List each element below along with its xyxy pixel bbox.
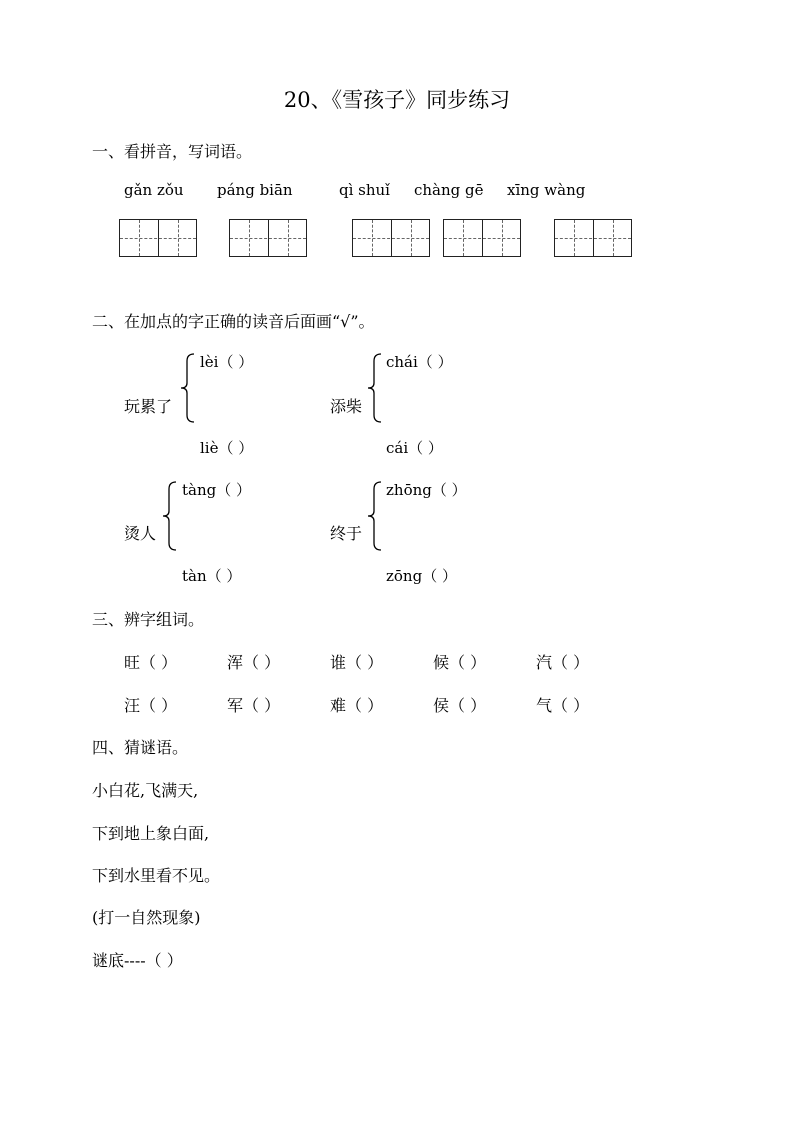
- section-4-heading: 四、猜谜语。: [92, 738, 189, 757]
- option-zong[interactable]: zōng（ ）: [386, 567, 457, 585]
- option-lie[interactable]: liè（ ）: [200, 439, 254, 457]
- option-zhong[interactable]: zhōng（ ）: [386, 481, 467, 499]
- riddle-line: 下到水里看不见。: [92, 866, 221, 885]
- riddle-hint: (打一自然现象): [92, 908, 201, 927]
- writing-box-3[interactable]: [352, 219, 430, 257]
- compare-item[interactable]: 难（ ）: [330, 696, 384, 715]
- pinyin-5: xīng wàng: [507, 181, 586, 199]
- section-2-heading: 二、在加点的字正确的读音后面画“√”。: [92, 312, 375, 331]
- compare-item[interactable]: 军（ ）: [227, 696, 281, 715]
- page-title: 20、《雪孩子》同步练习: [283, 88, 511, 112]
- compare-item[interactable]: 谁（ ）: [330, 653, 384, 672]
- writing-box-1[interactable]: [119, 219, 197, 257]
- compare-item[interactable]: 气（ ）: [536, 696, 590, 715]
- writing-box-5[interactable]: [554, 219, 632, 257]
- pinyin-1: gǎn zǒu: [124, 181, 184, 199]
- compare-item[interactable]: 侯（ ）: [433, 696, 487, 715]
- pinyin-2: páng biān: [217, 181, 293, 199]
- riddle-line: 下到地上象白面,: [92, 824, 210, 843]
- brace-1: [180, 353, 196, 423]
- option-tan[interactable]: tàn（ ）: [182, 567, 242, 585]
- brace-3: [162, 481, 178, 551]
- section-3-heading: 三、辨字组词。: [92, 610, 205, 629]
- compare-item[interactable]: 浑（ ）: [227, 653, 281, 672]
- option-cai[interactable]: cái（ ）: [386, 439, 443, 457]
- pinyin-4: chàng gē: [414, 181, 484, 199]
- word-tangren: 烫人: [124, 524, 157, 543]
- compare-item[interactable]: 候（ ）: [433, 653, 487, 672]
- word-zhongyu: 终于: [330, 524, 363, 543]
- writing-box-2[interactable]: [229, 219, 307, 257]
- pinyin-3: qì shuǐ: [339, 181, 390, 199]
- compare-item[interactable]: 旺（ ）: [124, 653, 178, 672]
- brace-2: [367, 353, 383, 423]
- option-chai[interactable]: chái（ ）: [386, 353, 453, 371]
- riddle-line: 小白花,飞满天,: [92, 781, 199, 800]
- word-tianchai: 添柴: [330, 397, 363, 416]
- option-lei[interactable]: lèi（ ）: [200, 353, 254, 371]
- writing-box-4[interactable]: [443, 219, 521, 257]
- compare-item[interactable]: 汪（ ）: [124, 696, 178, 715]
- brace-4: [367, 481, 383, 551]
- compare-item[interactable]: 汽（ ）: [536, 653, 590, 672]
- option-tang[interactable]: tàng（ ）: [182, 481, 252, 499]
- word-wanleile: 玩累了: [124, 397, 173, 416]
- section-1-heading: 一、看拼音，写词语。: [92, 142, 253, 161]
- riddle-answer[interactable]: 谜底----（ ）: [92, 951, 183, 970]
